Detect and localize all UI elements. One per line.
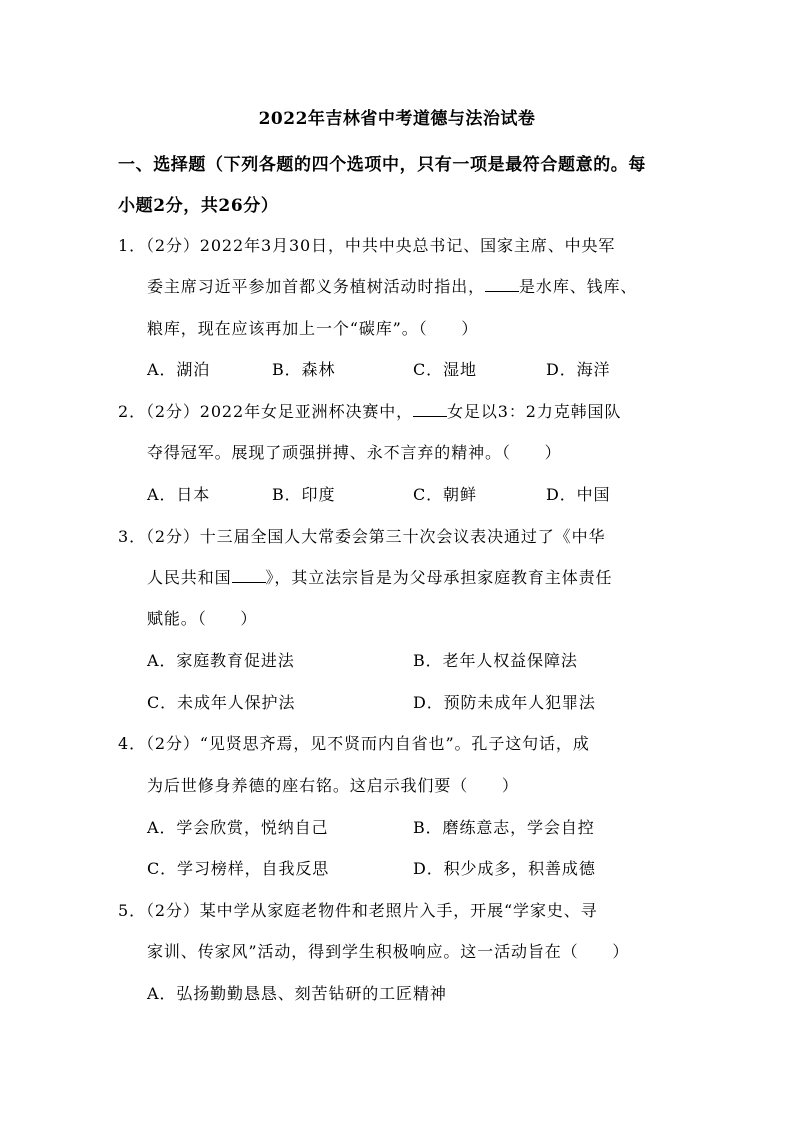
- question-2: 2．（2分）2022年女足亚洲杯决赛中， 女足以3：2力克韩国队: [118, 402, 622, 421]
- question-3-line-3: 赋能。（ ）: [147, 609, 258, 628]
- question-1-line-3: 粮库，现在应该再加上一个“碳库”。（ ）: [147, 319, 479, 338]
- q2-option-b[interactable]: B．印度: [272, 485, 336, 504]
- question-5-line-2: 家训、传家风”活动，得到学生积极响应。这一活动旨在（ ）: [147, 942, 630, 961]
- q2-option-a[interactable]: A．日本: [147, 485, 211, 504]
- question-number: 4．: [118, 734, 146, 753]
- q3-option-a[interactable]: A．家庭教育促进法: [147, 651, 295, 670]
- exam-title: 2022年吉林省中考道德与法治试卷: [258, 109, 536, 129]
- q4-option-c[interactable]: C．学习榜样，自我反思: [147, 859, 330, 878]
- question-number: 1．: [118, 236, 146, 255]
- section-heading-line-1: 一、选择题（下列各题的四个选项中，只有一项是最符合题意的。每: [118, 155, 646, 175]
- q2-option-d[interactable]: D．中国: [546, 485, 611, 504]
- question-4: 4．（2分）“见贤思齐焉，见不贤而内自省也”。孔子这句话，成: [118, 734, 590, 753]
- q3-option-b[interactable]: B．老年人权益保障法: [413, 651, 578, 670]
- q4-option-a[interactable]: A．学会欣赏，悦纳自己: [147, 818, 329, 837]
- question-3-line-2: 人民共和国 》，其立法宗旨是为父母承担家庭教育主体责任: [147, 568, 613, 587]
- q4-option-b[interactable]: B．磨练意志，学会自控: [413, 818, 595, 837]
- q3-option-c[interactable]: C．未成年人保护法: [147, 693, 296, 712]
- question-5: 5．（2分）某中学从家庭老物件和老照片入手，开展“学家史、寻: [118, 901, 598, 920]
- answer-blank: [413, 402, 447, 417]
- section-heading-line-2: 小题2分，共26分）: [118, 196, 279, 216]
- question-3: 3．（2分）十三届全国人大常委会第三十次会议表决通过了《中华: [118, 527, 606, 546]
- question-1-line-2: 委主席习近平参加首都义务植树活动时指出， 是水库、钱库、: [147, 277, 638, 296]
- answer-blank: [232, 568, 266, 583]
- question-number: 2．: [118, 402, 146, 421]
- q1-option-c[interactable]: C．湿地: [413, 360, 477, 379]
- question-2-line-2: 夺得冠军。展现了顽强拼搏、永不言弃的精神。（ ）: [147, 443, 562, 462]
- question-4-line-2: 为后世修身养德的座右铭。这启示我们要（ ）: [147, 776, 519, 795]
- q1-option-d[interactable]: D．海洋: [546, 360, 611, 379]
- q3-option-d[interactable]: D．预防未成年人犯罪法: [413, 693, 596, 712]
- question-1: [118, 233, 615, 256]
- question-number: 3．: [118, 527, 146, 546]
- question-number: 5．: [118, 901, 146, 920]
- answer-blank: [485, 277, 519, 292]
- q1-option-a[interactable]: A．湖泊: [147, 360, 211, 379]
- q1-option-b[interactable]: B．森林: [272, 360, 336, 379]
- q2-option-c[interactable]: C．朝鲜: [413, 485, 477, 504]
- q4-option-d[interactable]: D．积少成多，积善成德: [413, 859, 596, 878]
- q5-option-a[interactable]: A．弘扬勤勤恳恳、刻苦钻研的工匠精神: [147, 984, 447, 1003]
- question-text: （2分）2022年3月30日，中共中央总书记、国家主席、中央军: [145, 236, 616, 255]
